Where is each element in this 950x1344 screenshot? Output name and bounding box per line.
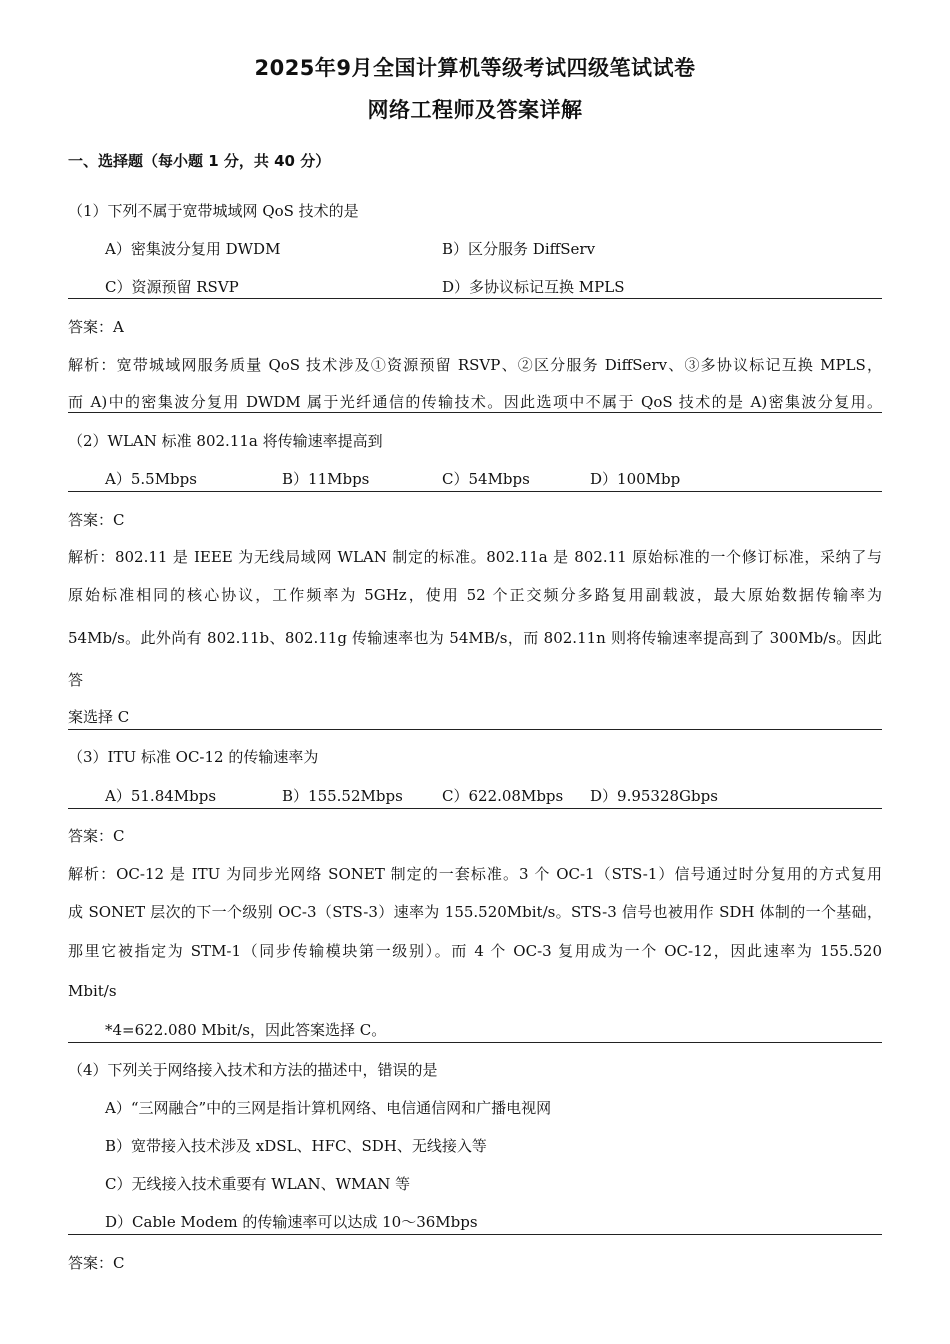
q1-answer: 答案：A: [68, 318, 124, 336]
q3-option-d: D）9.95328Gbps: [590, 787, 718, 805]
q2-option-a: A）5.5Mbps: [105, 470, 197, 488]
q4-option-b: B）宽带接入技术涉及 xDSL、HFC、SDH、无线接入等: [105, 1137, 487, 1155]
q3-option-a: A）51.84Mbps: [105, 787, 217, 805]
q3-answer: 答案：C: [68, 827, 125, 845]
question-1-text: （1）下列不属于宽带城域网 QoS 技术的是: [68, 202, 359, 220]
divider: [68, 808, 882, 809]
divider: [68, 1234, 882, 1235]
q1-option-c: C）资源预留 RSVP: [105, 278, 239, 296]
q4-option-c: C）无线接入技术重要有 WLAN、WMAN 等: [105, 1175, 411, 1193]
q3-option-c: C）622.08Mbps: [442, 787, 564, 805]
question-3-text: （3）ITU 标准 OC-12 的传输速率为: [68, 748, 319, 766]
q2-answer: 答案：C: [68, 511, 125, 529]
q2-explanation-line-5: 案选择 C: [68, 708, 130, 726]
q1-explanation-line-2: 而 A)中的密集波分复用 DWDM 属于光纤通信的传输技术。因此选项中不属于 QoS 技术的是 A)密集波分复用。: [68, 393, 882, 411]
divider: [68, 298, 882, 299]
document-title: 2025年9月全国计算机等级考试四级笔试试卷: [254, 56, 696, 80]
divider: [68, 412, 882, 413]
q2-option-b: B）11Mbps: [282, 470, 370, 488]
question-2-text: （2）WLAN 标准 802.11a 将传输速率提高到: [68, 432, 383, 450]
q3-explanation-line-3: 那里它被指定为 STM-1（同步传输模块第一级别）。而 4 个 OC-3 复用成为一个 OC-12，因此速率为 155.520: [68, 942, 882, 960]
q1-option-d: D）多协议标记互换 MPLS: [442, 278, 625, 296]
q3-explanation-line-1: 解析：OC-12 是 ITU 为同步光网络 SONET 制定的一套标准。3 个 OC-1（STS-1）信号通过时分复用的方式复用: [68, 865, 882, 883]
question-4-text: （4）下列关于网络接入技术和方法的描述中，错误的是: [68, 1061, 438, 1079]
q1-option-a: A）密集波分复用 DWDM: [105, 240, 281, 258]
divider: [68, 1042, 882, 1043]
q2-explanation-line-2: 原始标准相同的核心协议，工作频率为 5GHz，使用 52 个正交频分多路复用副载波，最大原始数据传输率为: [68, 586, 882, 604]
q3-explanation-line-5: *4=622.080 Mbit/s，因此答案选择 C。: [105, 1021, 387, 1039]
q3-explanation-line-4: Mbit/s: [68, 982, 117, 1000]
q4-option-d: D）Cable Modem 的传输速率可以达成 10～36Mbps: [105, 1213, 478, 1231]
q2-option-d: D）100Mbp: [590, 470, 681, 488]
q2-explanation-line-4: 答: [68, 671, 84, 689]
divider: [68, 491, 882, 492]
q1-option-b: B）区分服务 DiffServ: [442, 240, 596, 258]
q2-explanation-line-1: 解析：802.11 是 IEEE 为无线局域网 WLAN 制定的标准。802.11a 是 802.11 原始标准的一个修订标准，采纳了与: [68, 548, 882, 566]
q2-explanation-line-3: 54Mb/s。此外尚有 802.11b、802.11g 传输速率也为 54MB/s，而 802.11n 则将传输速率提高到了 300Mb/s。因此: [68, 629, 882, 647]
section-heading: 一、选择题（每小题 1 分，共 40 分）: [68, 152, 331, 170]
divider: [68, 729, 882, 730]
q4-option-a: A）“三网融合”中的三网是指计算机网络、电信通信网和广播电视网: [105, 1099, 552, 1117]
q2-option-c: C）54Mbps: [442, 470, 530, 488]
q1-explanation-line-1: 解析：宽带城域网服务质量 QoS 技术涉及①资源预留 RSVP、②区分服务 DiffServ、③多协议标记互换 MPLS，: [68, 356, 882, 374]
document-subtitle: 网络工程师及答案详解: [367, 98, 583, 122]
q4-answer: 答案：C: [68, 1254, 125, 1272]
q3-explanation-line-2: 成 SONET 层次的下一个级别 OC-3（STS-3）速率为 155.520Mbit/s。STS-3 信号也被用作 SDH 体制的一个基础，: [68, 903, 882, 921]
q3-option-b: B）155.52Mbps: [282, 787, 403, 805]
